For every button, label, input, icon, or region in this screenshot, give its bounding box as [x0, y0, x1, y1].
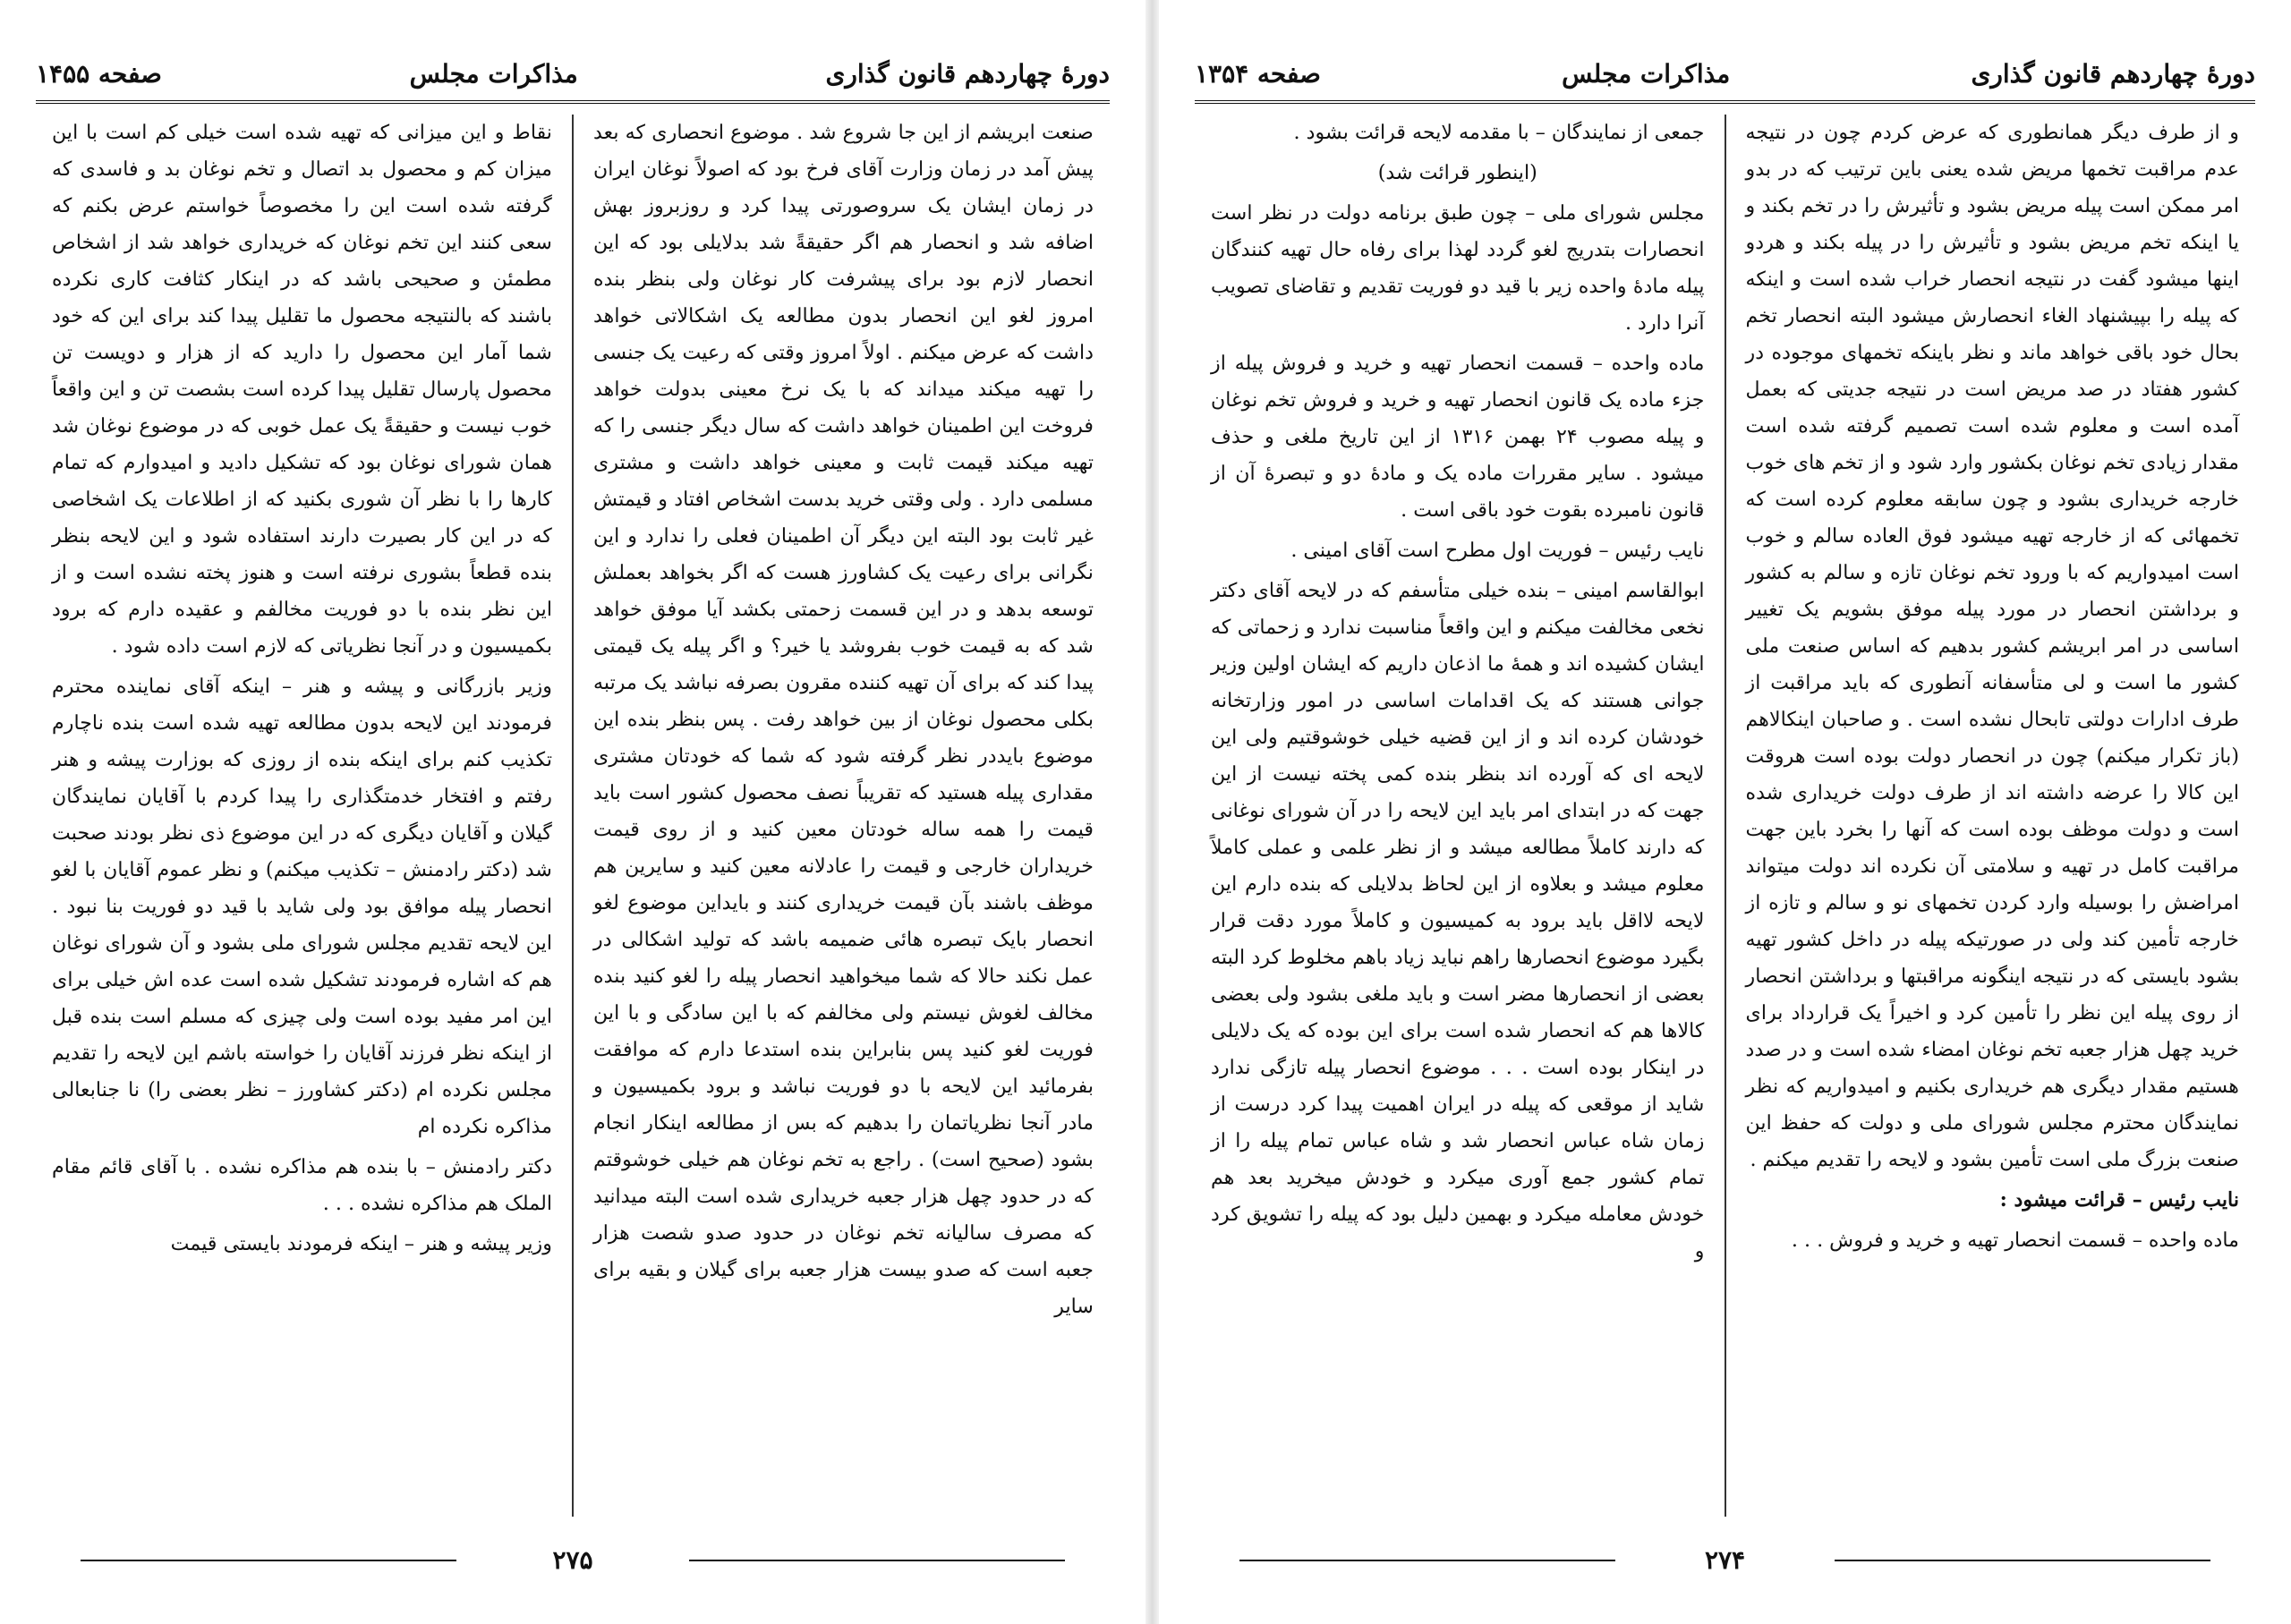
right-column-right [1730, 115, 2256, 1517]
paragraph: صنعت ابریشم از این جا شروع شد . موضوع انحصاری که بعد پیش آمد در زمان وزارت آقای فرخ بود که اصولاً نوغان ایران در زمان ایشان یک سروصورتی پیدا کرد و روزبروز بهش اضافه شد و انحصار هم اگر حقیقةً شد بدلایلی بود که این انحصار لازم بود برای پیشرفت کار نوغان ولی بنظر بنده امروز لغو این انحصار بدون مطالعه یک اشکالاتی خواهد داشت که عرض میکنم . اولاً امروز وقتی که رعیت یک جنسی را تهیه میکند میداند که با یک نرخ معینی بدولت خواهد فروخت این اطمینان خواهد داشت که سال دیگر جنسی را که تهیه میکند قیمت ثابت و معینی خواهد داشت و مشتری مسلمی دارد . ولی وقتی خرید بدست اشخاص افتاد و قیمتش غیر ثابت بود البته این دیگر آن اطمینان فعلی را ندارد و این نگرانی برای رعیت یک کشاورز هست که اگر بخواهد بعملش توسعه بدهد و در این قسمت زحمتی بکشد آیا موفق خواهد شد که به قیمت خوب بفروشد یا خیر؟ و اگر پیله یک قیمتی پیدا کند که برای آن تهیه کننده مقرون بصرفه نباشد یک مرتبه بکلی محصول نوغان از بین خواهد رفت . پس بنظر بنده این موضوع بایددر نظر گرفته شود که شما که خودتان مشتری مقداری پیله هستید که تقریباً نصف محصول کشور است باید قیمت را همه ساله خودتان معین کنید و از روی قیمت خریداران خارجی و قیمت را عادلانه معین کنید و سایرین هم موظف باشند بآن قیمت خریداری کنند و بایداین موضوع لغو انحصار بایک تبصره هائی ضمیمه باشد که تولید اشکالی در عمل نکند حالا که شما میخواهید انحصار پیله را لغو کنید بنده مخالف لغوش نیستم ولی مخالفم که با این سادگی و با این فوریت لغو کنید پس بنابراین بنده استدعا دارم که موافقت بفرمائید این لایحه با دو فوریت نباشد و برود بکمیسیون و مادر آنجا نظریاتمان را بدهیم که بس از مطالعه اینکار انجام بشود (صحیح است) . راجع به تخم نوغان هم خیلی خوشوقتم که در حدود چهل هزار جعبه خریداری شده است البته میدانید که مصرف سالیانه تخم نوغان در حدود صدو شصت هزار جعبه است که صدو بیست هزار جعبه برای گیلان و بقیه برای سایر [593, 121, 1094, 1318]
paragraph: وزیر پیشه و هنر – اینکه فرمودند بایستی قیمت [170, 1232, 552, 1255]
paragraph: ابوالقاسم امینی – بنده خیلی متأسفم که در لایحه آقای دکتر نخعی مخالفت میکنم و این واقعاً مناسبت ندارد و زحماتی که ایشان کشیده اند و همهٔ ما اذعان داریم که ایشان اولین وزیر جوانی هستند که یک اقدامات اساسی در امور وزارتخانه خودشان کرده اند و از این قضیه خیلی خوشوقتیم ولی این لایحه ای که آورده اند بنظر بنده کمی پخته نیست از این جهت که در ابتدای امر باید این لایحه را در آن شورای نوغانی که دارند کاملاً مطالعه میشد و از نظر علمی و عملی کاملاً معلوم میشد و بعلاوه از این لحاظ بدلایلی که بنده دارم این لایحه لااقل باید برود به کمیسیون و کاملاً مورد دقت قرار بگیرد موضوع انحصارها راهم نباید زیاد باهم مخلوط کرد البته بعضی از انحصارها مضر است و باید ملغی بشود ولی بعضی کالاها هم که انحصار شده است برای این بوده که یک دلایلی در اینکار بوده است . . . موضوع انحصار پیله تازگی ندارد شاید از موقعی که پیله در ایران اهمیت پیدا کرد درست از زمان شاه عباس انحصار شد و شاه عباس تمام پیله را از تمام کشور جمع آوری میکرد و خودش میخرید بعد هم خودش معامله میکرد و بهمین دلیل بود که پیله را تشویق کرد و [1211, 579, 1705, 1263]
paragraph: (اینطور قرائت شد) [1377, 161, 1537, 184]
paragraph: مجلس شورای ملی – چون طبق برنامه دولت در نظر است انحصارات بتدریج لغو گردد لهذا برای رفاه حال تهیه کنندگان پیله مادهٔ واحده زیر با قید دو فوریت تقدیم و تقاضای تصویب آنرا دارد . [1211, 201, 1705, 335]
left-columns [36, 115, 1110, 1517]
right-page [1159, 0, 2291, 1624]
paragraph: و از طرف دیگر همانطوری که عرض کردم چون در نتیجه عدم مراقبت تخمها مریض شده یعنی باین ترتیب که در بدو امر ممکن است پیله مریض بشود و تأثیرش را در تخم بکند و یا اینکه تخم مریض بشود و تأثیرش را در پیله بکند و هردو اینها میشود گفت در نتیجه انحصار خراب شده است و اینکه که پیله را بپیشنهاد الغاء انحصارش میشود البته انحصار تخم بحال خود باقی خواهد ماند و نظر باینکه تخمهای موجوده در کشور هفتاد در صد مریض است در نتیجه جدیتی که بعمل آمده است و معلوم شده است تصمیم گرفته شده است مقدار زیادی تخم نوغان بکشور وارد شود و از تخم های خوب خارجه خریداری بشود و چون سابقه معلوم کرده است که تخمهائی که از خارجه تهیه میشود فوق العاده سالم و خوب است امیدواریم که با ورود تخم نوغان تازه و سالم به کشور و برداشتن انحصار در مورد پیله موفق بشویم یک تغییر اساسی در امر ابریشم کشور بدهیم که اساس صنعت ملی کشور ما است و لی متأسفانه آنطوری که باید مراقبت از طرف ادارات دولتی تابحال نشده است . و صاحبان اینکالاهم (باز تکرار میکنم) چون در انحصار دولت بوده است هروقت این کالا را عرضه داشته اند از طرف دولت خریداری شده است و دولت موظف بوده است که آنها را بخرد باین جهت مراقبت کامل در تهیه و سلامتی آن نکرده اند دولت میتواند امراضش را بوسیله وارد کردن تخمهای نو و سالم و تازه از خارجه تأمین کند ولی در صورتیکه پیله در داخل کشور تهیه بشود بایستی که در نتیجه اینگونه مراقبتها و برداشتن انحصار از روی پیله این نظر را تأمین کرد و اخیراً یک قرارداد برای خرید چهل هزار جعبه تخم نوغان امضاء شده است و در صدد هستیم مقدار دیگری هم خریداری بکنیم و امیدواریم که نظر نمایندگان محترم مجلس شورای ملی و دولت که حفظ این صنعت بزرگ ملی است تأمین بشود و لایحه را تقدیم میکنم . [1745, 121, 2239, 1171]
left-session-title: دورهٔ چهاردهم قانون گذاری [825, 58, 1110, 89]
right-page-number: صفحه ۱۳۵۴ [1195, 58, 1321, 89]
paragraph: جمعی از نمایندگان – با مقدمه لایحه قرائت بشود . [1293, 121, 1705, 144]
right-header-title: مذاکرات مجلس [1562, 58, 1731, 89]
right-columns [1195, 115, 2255, 1517]
paragraph: ماده واحده – قسمت انحصار تهیه و خرید و فروش . . . [1791, 1229, 2239, 1252]
right-column-left [1195, 115, 1721, 1517]
right-footer-page-number: ۲۷۴ [1704, 1545, 1746, 1575]
right-header-rule [1195, 100, 2255, 104]
left-page-header [36, 47, 1110, 100]
left-column-left [36, 115, 568, 1517]
paragraph: ماده واحده – قسمت انحصار تهیه و خرید و فروش پیله از جزء ماده یک قانون انحصار تهیه و خرید و فروش تخم نوغان و پیله مصوب ۲۴ بهمن ۱۳۱۶ از این تاریخ ملغی و حذف میشود . سایر مقررات ماده یک و مادهٔ دو و تبصرهٔ آن از قانون نامبرده بقوت خود باقی است . [1211, 352, 1705, 522]
right-session-title: دورهٔ چهاردهم قانون گذاری [1971, 58, 2255, 89]
paragraph: نقاط و این میزانی که تهیه شده است خیلی کم است با این میزان کم و محصول بد اتصال و تخم نوغان بد و فاسدی که گرفته شده است این را مخصوصاً خواستم عرض بکنم که سعی کنند این تخم نوغان که خریداری خواهد شد از اشخاص مطمئن و صحیحی باشد که در اینکار کثافت کاری نکرده باشند که بالنتیجه محصول ما تقلیل پیدا کند برای این که خود شما آمار این محصول را دارید که از هزار و دویست تن محصول پارسال تقلیل پیدا کرده است بشصت تن و این واقعاً خوب نیست و حقیقةً یک عمل خوبی که در موضوع نوغان شد همان شورای نوغان بود که تشکیل دادید و امیدوارم که تمام کارها را با نظر آن شوری بکنید که از اطلاعات یک اشخاصی که در این کار بصیرت دارند استفاده شود و این لایحه بنظر بنده قطعاً بشوری نرفته است و هنوز پخته نشده است و از این نظر بنده با دو فوریت مخالفم و عقیده دارم که برود بکمیسیون و در آنجا نظریاتی که لازم است داده شود . [52, 121, 552, 658]
right-page-header [1195, 47, 2255, 100]
left-header-title: مذاکرات مجلس [409, 58, 578, 89]
left-column-right [577, 115, 1110, 1517]
left-footer-page-number: ۲۷۵ [552, 1545, 593, 1575]
left-header-rule [36, 100, 1110, 104]
left-page-number: صفحه ۱۴۵۵ [36, 58, 162, 89]
paragraph: دکتر رادمنش – با بنده هم مذاکره نشده . با آقای قائم مقام الملک هم مذاکره نشده . . . [52, 1155, 552, 1215]
paragraph: نایب رئیس – فوریت اول مطرح است آقای امینی . [1290, 539, 1705, 562]
column-divider [1725, 115, 1726, 1517]
paragraph: وزیر بازرگانی و پیشه و هنر – اینکه آقای نماینده محترم فرمودند این لایحه بدون مطالعه تهیه شده است بنده ناچارم تکذیب کنم برای اینکه بنده از روزی که بوزارت پیشه و هنر رفتم و افتخار خدمتگذاری را پیدا کردم با آقایان نمایندگان گیلان و آقایان دیگری که در این موضوع ذی نظر بودند صحبت شد (دکتر رادمنش – تکذیب میکنم) و نظر عموم آقایان با لغو انحصار پیله موافق بود ولی شاید با قید دو فوریت بنا نبود . این لایحه تقدیم مجلس شورای ملی بشود و آن شورای نوغان هم که اشاره فرمودند تشکیل شده است عده اش خیلی برای این امر مفید بوده است ولی چیزی که مسلم است بنده قبل از اینکه نظر فرزند آقایان را خواسته باشم این لایحه را تقدیم مجلس نکرده ام (دکتر کشاورز – نظر بعضی را) نا جنابعالی مذاکره نکرده ام [52, 675, 552, 1138]
paragraph: نایب رئیس – قرائت میشود : [1999, 1188, 2239, 1212]
column-divider [572, 115, 574, 1517]
book-spine [1146, 0, 1159, 1624]
